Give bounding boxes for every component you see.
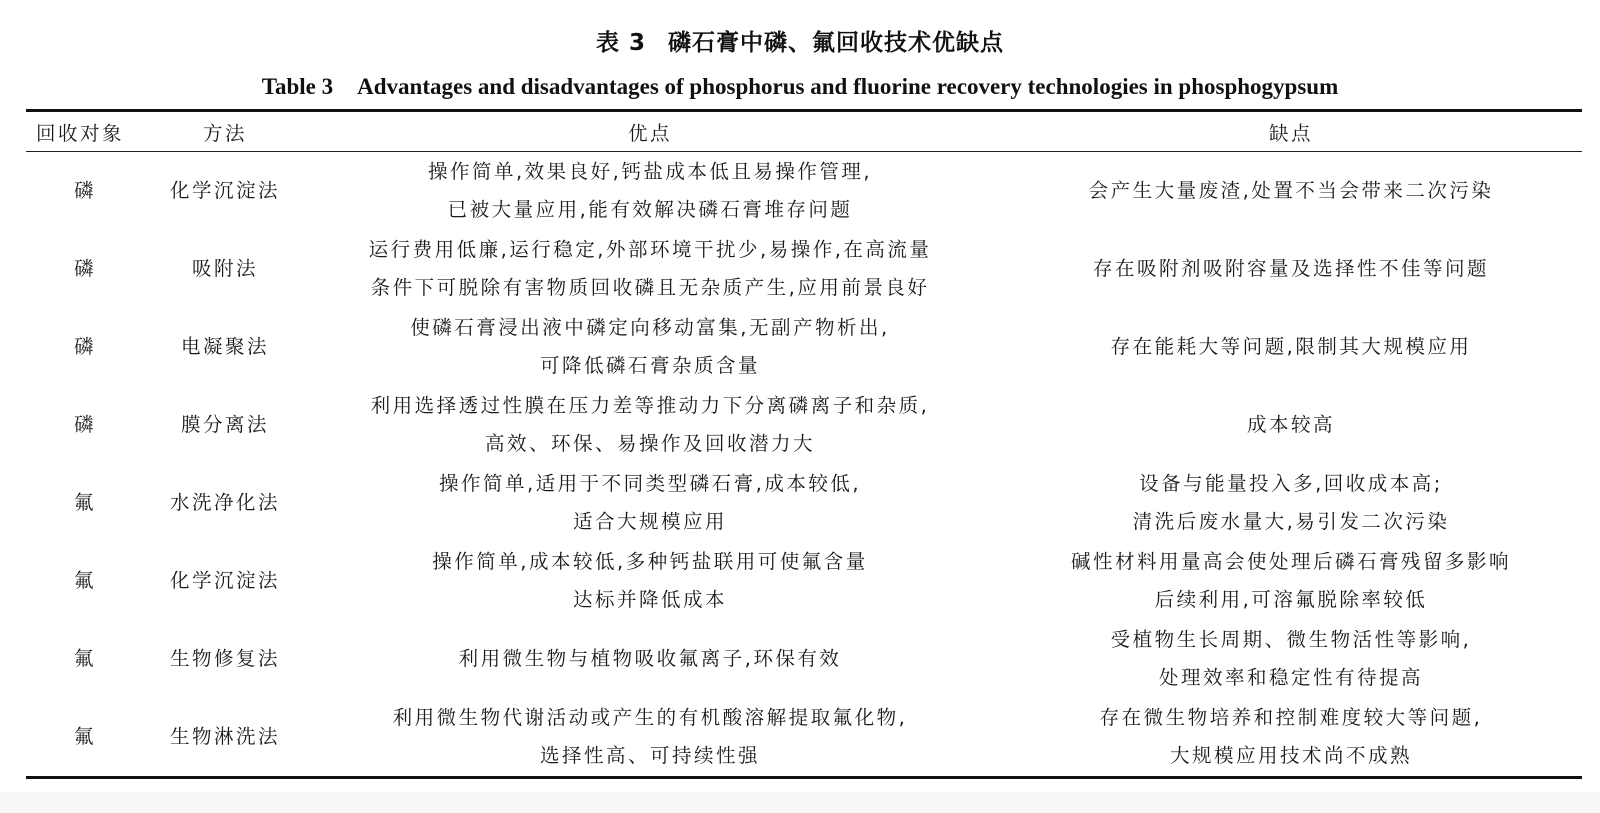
- cell-advantages: [300, 308, 1000, 386]
- header-advantages: 优点: [627, 121, 672, 145]
- cell-target: 磷: [74, 413, 97, 436]
- cell-method: 水洗净化法: [169, 491, 280, 514]
- caption-zh-number: 表 3: [595, 30, 646, 56]
- header-method: 方法: [202, 121, 247, 145]
- disadvantages-line: 成本较高: [1246, 413, 1335, 436]
- advantages-line: 高效、环保、易操作及回收潜力大: [484, 432, 815, 455]
- advantages-line: 利用微生物与植物吸收氟离子,环保有效: [458, 647, 842, 670]
- cell-target: 磷: [74, 335, 97, 358]
- table-row: [26, 230, 1582, 308]
- cell-target: 氟: [74, 569, 97, 592]
- cell-target: 氟: [74, 725, 97, 748]
- caption-zh-title: 磷石膏中磷、氟回收技术优缺点: [668, 30, 1004, 56]
- cell-advantages: [300, 698, 1000, 778]
- advantages-line: 使磷石膏浸出液中磷定向移动富集,无副产物析出,: [410, 316, 890, 339]
- advantages-line: 运行费用低廉,运行稳定,外部环境干扰少,易操作,在高流量: [368, 238, 932, 261]
- table-row: [26, 464, 1582, 542]
- advantages-line: 操作简单,成本较低,多种钙盐联用可使氟含量: [432, 550, 868, 573]
- cell-target: 磷: [74, 179, 97, 202]
- table-row: [26, 698, 1582, 778]
- disadvantages-line: 大规模应用技术尚不成熟: [1169, 744, 1412, 767]
- advantages-line: 操作简单,适用于不同类型磷石膏,成本较低,: [438, 472, 862, 495]
- advantages-line: 利用选择透过性膜在压力差等推动力下分离磷离子和杂质,: [370, 394, 930, 417]
- disadvantages-line: 处理效率和稳定性有待提高: [1158, 666, 1423, 689]
- disadvantages-line: 存在微生物培养和控制难度较大等问题,: [1099, 706, 1483, 729]
- cell-method: 吸附法: [191, 257, 258, 280]
- disadvantages-line: 存在吸附剂吸附容量及选择性不佳等问题: [1092, 257, 1489, 280]
- cell-advantages: [300, 620, 1000, 698]
- cell-disadvantages: [1000, 620, 1582, 698]
- advantages-line: 达标并降低成本: [572, 588, 727, 611]
- cell-advantages: [300, 386, 1000, 464]
- table-row: [26, 542, 1582, 620]
- table-row: [26, 152, 1582, 231]
- cell-method: 化学沉淀法: [169, 179, 280, 202]
- cell-target: 磷: [74, 257, 97, 280]
- cell-method: 化学沉淀法: [169, 569, 280, 592]
- table-caption-zh: [0, 24, 1600, 57]
- advantages-line: 条件下可脱除有害物质回收磷且无杂质产生,应用前景良好: [370, 276, 930, 299]
- cell-disadvantages: [1000, 230, 1582, 308]
- disadvantages-line: 设备与能量投入多,回收成本高;: [1139, 472, 1443, 495]
- disadvantages-line: 受植物生长周期、微生物活性等影响,: [1110, 628, 1472, 651]
- cell-method: 膜分离法: [180, 413, 269, 436]
- advantages-line: 利用微生物代谢活动或产生的有机酸溶解提取氟化物,: [392, 706, 908, 729]
- table-caption-en: [0, 74, 1600, 100]
- cell-method: 生物修复法: [169, 647, 280, 670]
- advantages-line: 操作简单,效果良好,钙盐成本低且易操作管理,: [427, 160, 873, 183]
- table-row: [26, 620, 1582, 698]
- cell-target: 氟: [74, 491, 97, 514]
- caption-en-title: Advantages and disadvantages of phosphorus and fluorine recovery technologies in phosphogypsum: [357, 74, 1339, 99]
- disadvantages-line: 清洗后废水量大,易引发二次污染: [1132, 510, 1450, 533]
- recovery-technologies-table: [26, 109, 1582, 779]
- disadvantages-line: 存在能耗大等问题,限制其大规模应用: [1110, 335, 1472, 358]
- cell-method: 生物淋洗法: [169, 725, 280, 748]
- advantages-line: 可降低磷石膏杂质含量: [539, 354, 760, 377]
- header-target: 回收对象: [36, 121, 125, 145]
- cell-advantages: [300, 152, 1000, 231]
- advantages-line: 已被大量应用,能有效解决磷石膏堆存问题: [447, 198, 853, 221]
- table-header-row: [26, 111, 1582, 152]
- table-row: [26, 308, 1582, 386]
- cell-disadvantages: [1000, 698, 1582, 778]
- disadvantages-line: 会产生大量废渣,处置不当会带来二次污染: [1088, 179, 1494, 202]
- cell-advantages: [300, 542, 1000, 620]
- cell-disadvantages: [1000, 464, 1582, 542]
- disadvantages-line: 后续利用,可溶氟脱除率较低: [1154, 588, 1428, 611]
- disadvantages-line: 碱性材料用量高会使处理后磷石膏残留多影响: [1070, 550, 1511, 573]
- table-row: [26, 386, 1582, 464]
- advantages-line: 选择性高、可持续性强: [539, 744, 760, 767]
- cell-disadvantages: [1000, 308, 1582, 386]
- cell-advantages: [300, 230, 1000, 308]
- cell-method: 电凝聚法: [180, 335, 269, 358]
- caption-en-number: Table 3: [261, 74, 334, 99]
- cell-disadvantages: [1000, 152, 1582, 231]
- cell-disadvantages: [1000, 542, 1582, 620]
- cell-target: 氟: [74, 647, 97, 670]
- cell-advantages: [300, 464, 1000, 542]
- cell-disadvantages: [1000, 386, 1582, 464]
- header-disadvantages: 缺点: [1268, 121, 1313, 145]
- advantages-line: 适合大规模应用: [572, 510, 727, 533]
